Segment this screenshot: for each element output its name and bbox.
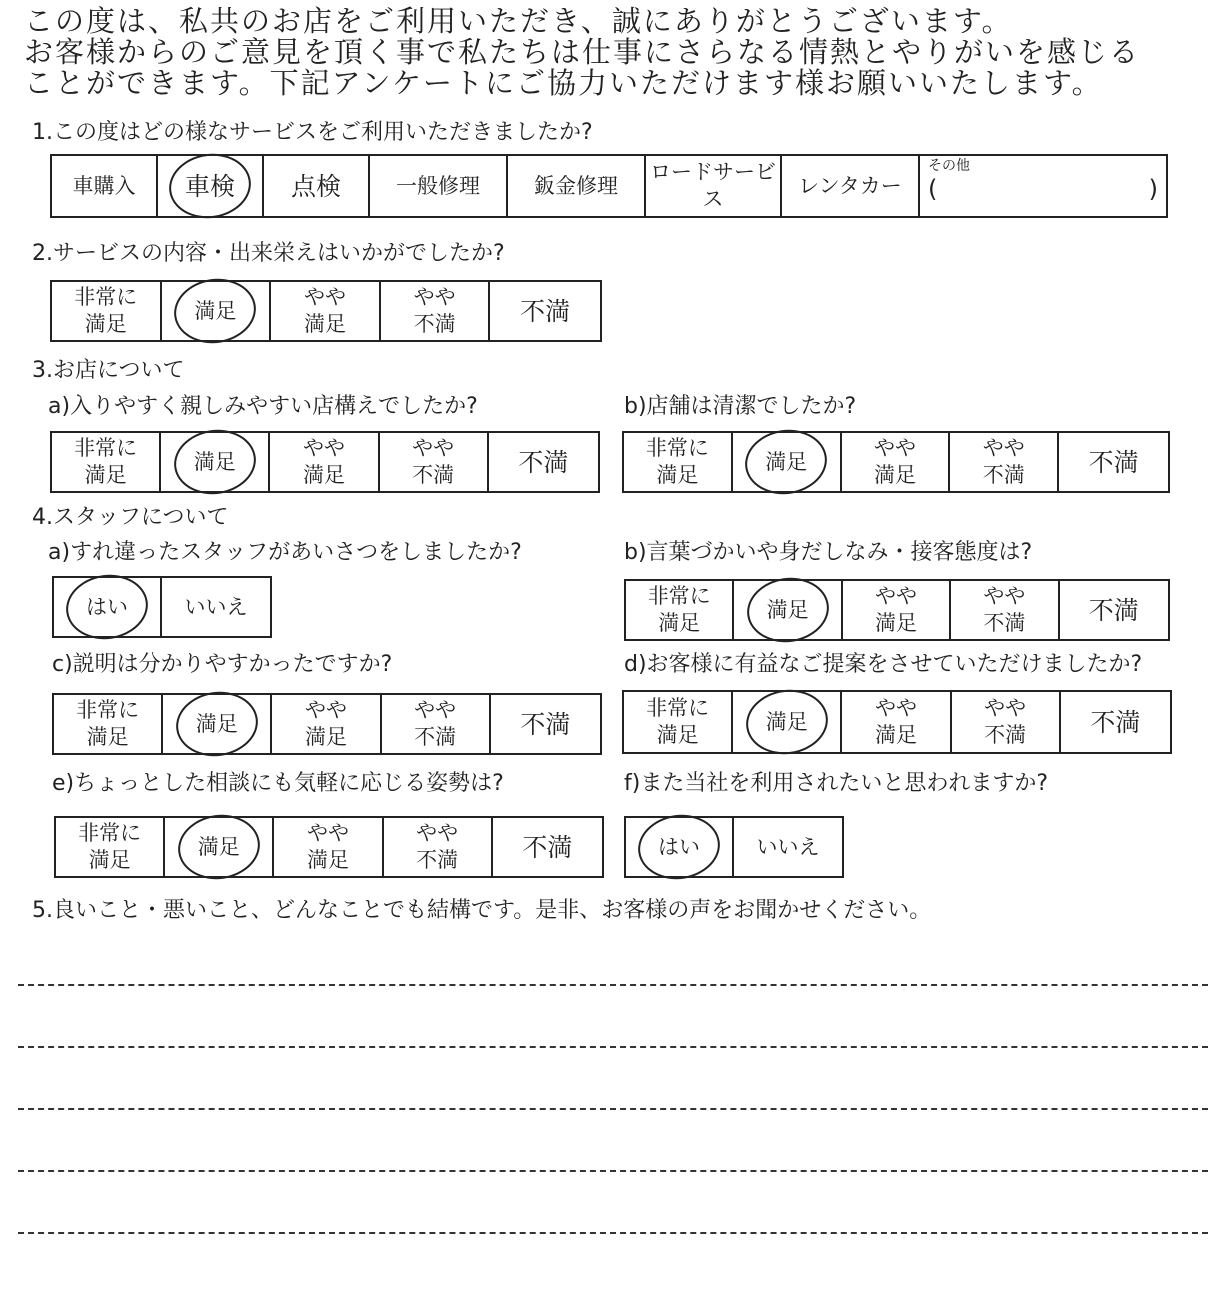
answer-line[interactable] <box>18 1108 1208 1110</box>
intro-line: この度は、私共のお店をご利用いただき、誠にありがとうございます。 <box>24 4 1013 38</box>
q4b-scale <box>624 579 1170 641</box>
option-rental-car[interactable]: レンタカー <box>782 156 920 216</box>
q4f-yesno <box>624 816 844 878</box>
rating-option[interactable] <box>489 433 598 491</box>
rating-option[interactable] <box>382 695 491 753</box>
rating-option[interactable] <box>274 818 383 876</box>
question-4b: b)言葉づかいや身だしなみ・接客態度は? <box>624 540 1033 565</box>
option-label: やや 満足 <box>302 436 345 487</box>
option-label: やや 不満 <box>413 285 456 336</box>
q4d-scale <box>622 690 1172 754</box>
rating-option[interactable] <box>1059 433 1168 491</box>
option-label: 不満 <box>1090 707 1141 737</box>
intro-text <box>24 6 1204 99</box>
option-label: 不満 <box>520 296 571 326</box>
rating-option[interactable] <box>162 282 272 340</box>
question-4d: d)お客様に有益なご提案をさせていただけましたか? <box>624 652 1143 677</box>
rating-option[interactable] <box>380 433 489 491</box>
intro-line: ことができます。下記アンケートにご協力いただけます様お願いいたします。 <box>24 66 1103 100</box>
option-label: 満足 <box>765 449 808 474</box>
rating-option[interactable] <box>384 818 493 876</box>
rating-option[interactable] <box>950 433 1059 491</box>
option-label: 不満 <box>522 832 573 862</box>
option-label: やや 満足 <box>306 821 349 872</box>
yesno-option[interactable] <box>626 818 734 876</box>
q4e-scale <box>54 816 604 878</box>
yesno-option[interactable] <box>162 578 270 636</box>
option-shaken[interactable]: 車検 <box>158 156 264 216</box>
question-4f: f)また当社を利用されたいと思われますか? <box>624 771 1049 796</box>
option-label: やや 満足 <box>874 584 917 635</box>
rating-option[interactable] <box>271 282 381 340</box>
rating-option[interactable] <box>952 692 1061 752</box>
rating-option[interactable] <box>163 695 272 753</box>
option-label: やや 不満 <box>982 436 1025 487</box>
q4c-scale <box>52 693 602 755</box>
option-label: 満足 <box>195 711 238 736</box>
option-label: 非常に 満足 <box>74 436 138 487</box>
rating-option[interactable] <box>52 433 161 491</box>
intro-line: お客様からのご意見を頂く事で私たちは仕事にさらなる情熱とやりがいを感じる <box>24 35 1141 69</box>
rating-option[interactable] <box>165 818 274 876</box>
option-label: 満足 <box>766 597 809 622</box>
rating-option[interactable] <box>951 581 1059 639</box>
option-label: やや 不満 <box>412 436 455 487</box>
option-label: 満足 <box>765 709 808 734</box>
option-label: やや 満足 <box>304 698 347 749</box>
answer-line[interactable] <box>18 1170 1208 1172</box>
question-2: 2.サービスの内容・出来栄えはいかがでしたか? <box>32 241 505 266</box>
answer-line[interactable] <box>18 984 1208 986</box>
rating-option[interactable] <box>734 581 842 639</box>
rating-option[interactable] <box>493 818 602 876</box>
option-label: 非常に 満足 <box>645 436 709 487</box>
question-3b: b)店舗は清潔でしたか? <box>624 394 857 419</box>
rating-option[interactable] <box>491 695 600 753</box>
question-5: 5.良いこと・悪いこと、どんなことでも結構です。是非、お客様の声をお聞かせください。 <box>32 898 932 923</box>
question-4e: e)ちょっとした相談にも気軽に応じる姿勢は? <box>52 771 504 796</box>
option-inspection[interactable]: 点検 <box>264 156 370 216</box>
option-label: 不満 <box>520 709 571 739</box>
rating-option[interactable] <box>842 433 951 491</box>
q2-scale <box>50 280 602 342</box>
rating-option[interactable] <box>161 433 270 491</box>
rating-option[interactable] <box>52 282 162 340</box>
q3b-scale <box>622 431 1170 493</box>
answer-line[interactable] <box>18 1232 1208 1234</box>
question-3a: a)入りやすく親しみやすい店構えでしたか? <box>48 394 478 419</box>
option-label: 満足 <box>194 298 237 323</box>
option-label: はい <box>658 834 700 859</box>
option-label: やや 満足 <box>874 696 917 747</box>
rating-option[interactable] <box>270 433 379 491</box>
option-label: やや 不満 <box>983 584 1026 635</box>
option-road-service[interactable]: ロードサービス <box>646 156 782 216</box>
option-label: 不満 <box>518 447 569 477</box>
question-4: 4.スタッフについて <box>32 505 229 530</box>
rating-option[interactable] <box>54 695 163 753</box>
yesno-option[interactable] <box>734 818 842 876</box>
option-label: はい <box>86 594 128 619</box>
option-label: いいえ <box>756 834 820 859</box>
rating-option[interactable] <box>624 692 733 752</box>
q4a-yesno <box>52 576 272 638</box>
rating-option[interactable] <box>626 581 734 639</box>
question-4a: a)すれ違ったスタッフがあいさつをしましたか? <box>48 540 522 565</box>
rating-option[interactable] <box>56 818 165 876</box>
option-label: 非常に 満足 <box>78 821 142 872</box>
rating-option[interactable] <box>272 695 381 753</box>
rating-option[interactable] <box>1060 581 1168 639</box>
option-sheet-metal-repair[interactable]: 鈑金修理 <box>508 156 646 216</box>
option-label: 非常に 満足 <box>74 285 138 336</box>
option-label: 不満 <box>1088 595 1139 625</box>
option-label: やや 満足 <box>303 285 346 336</box>
rating-option[interactable] <box>842 692 951 752</box>
rating-option[interactable] <box>624 433 733 491</box>
other-label: その他 <box>928 158 970 174</box>
option-label: 不満 <box>1088 447 1139 477</box>
rating-option[interactable] <box>1061 692 1170 752</box>
option-label: 満足 <box>193 449 236 474</box>
option-label: 非常に 満足 <box>76 698 140 749</box>
option-label: やや 不満 <box>416 821 459 872</box>
question-1: 1.この度はどの様なサービスをご利用いただきましたか? <box>32 120 593 145</box>
option-label: やや 不満 <box>984 696 1027 747</box>
option-label: 非常に 満足 <box>647 584 711 635</box>
answer-line[interactable] <box>18 1046 1208 1048</box>
option-label: やや 満足 <box>873 436 916 487</box>
rating-option[interactable] <box>733 433 842 491</box>
option-label: 非常に 満足 <box>646 696 710 747</box>
q3a-scale <box>50 431 600 493</box>
rating-option[interactable] <box>843 581 951 639</box>
rating-option[interactable] <box>490 282 600 340</box>
q1-options <box>50 154 1168 218</box>
option-car-purchase[interactable]: 車購入 <box>52 156 158 216</box>
option-other[interactable]: その他 ( ) <box>928 158 1158 203</box>
option-label: いいえ <box>184 594 248 619</box>
rating-option[interactable] <box>733 692 842 752</box>
question-4c: c)説明は分かりやすかったですか? <box>52 652 393 677</box>
rating-option[interactable] <box>381 282 491 340</box>
question-3: 3.お店について <box>32 358 185 383</box>
option-label: やや 不満 <box>414 698 457 749</box>
option-label: 満足 <box>197 834 240 859</box>
yesno-option[interactable] <box>54 578 162 636</box>
option-general-repair[interactable]: 一般修理 <box>370 156 508 216</box>
